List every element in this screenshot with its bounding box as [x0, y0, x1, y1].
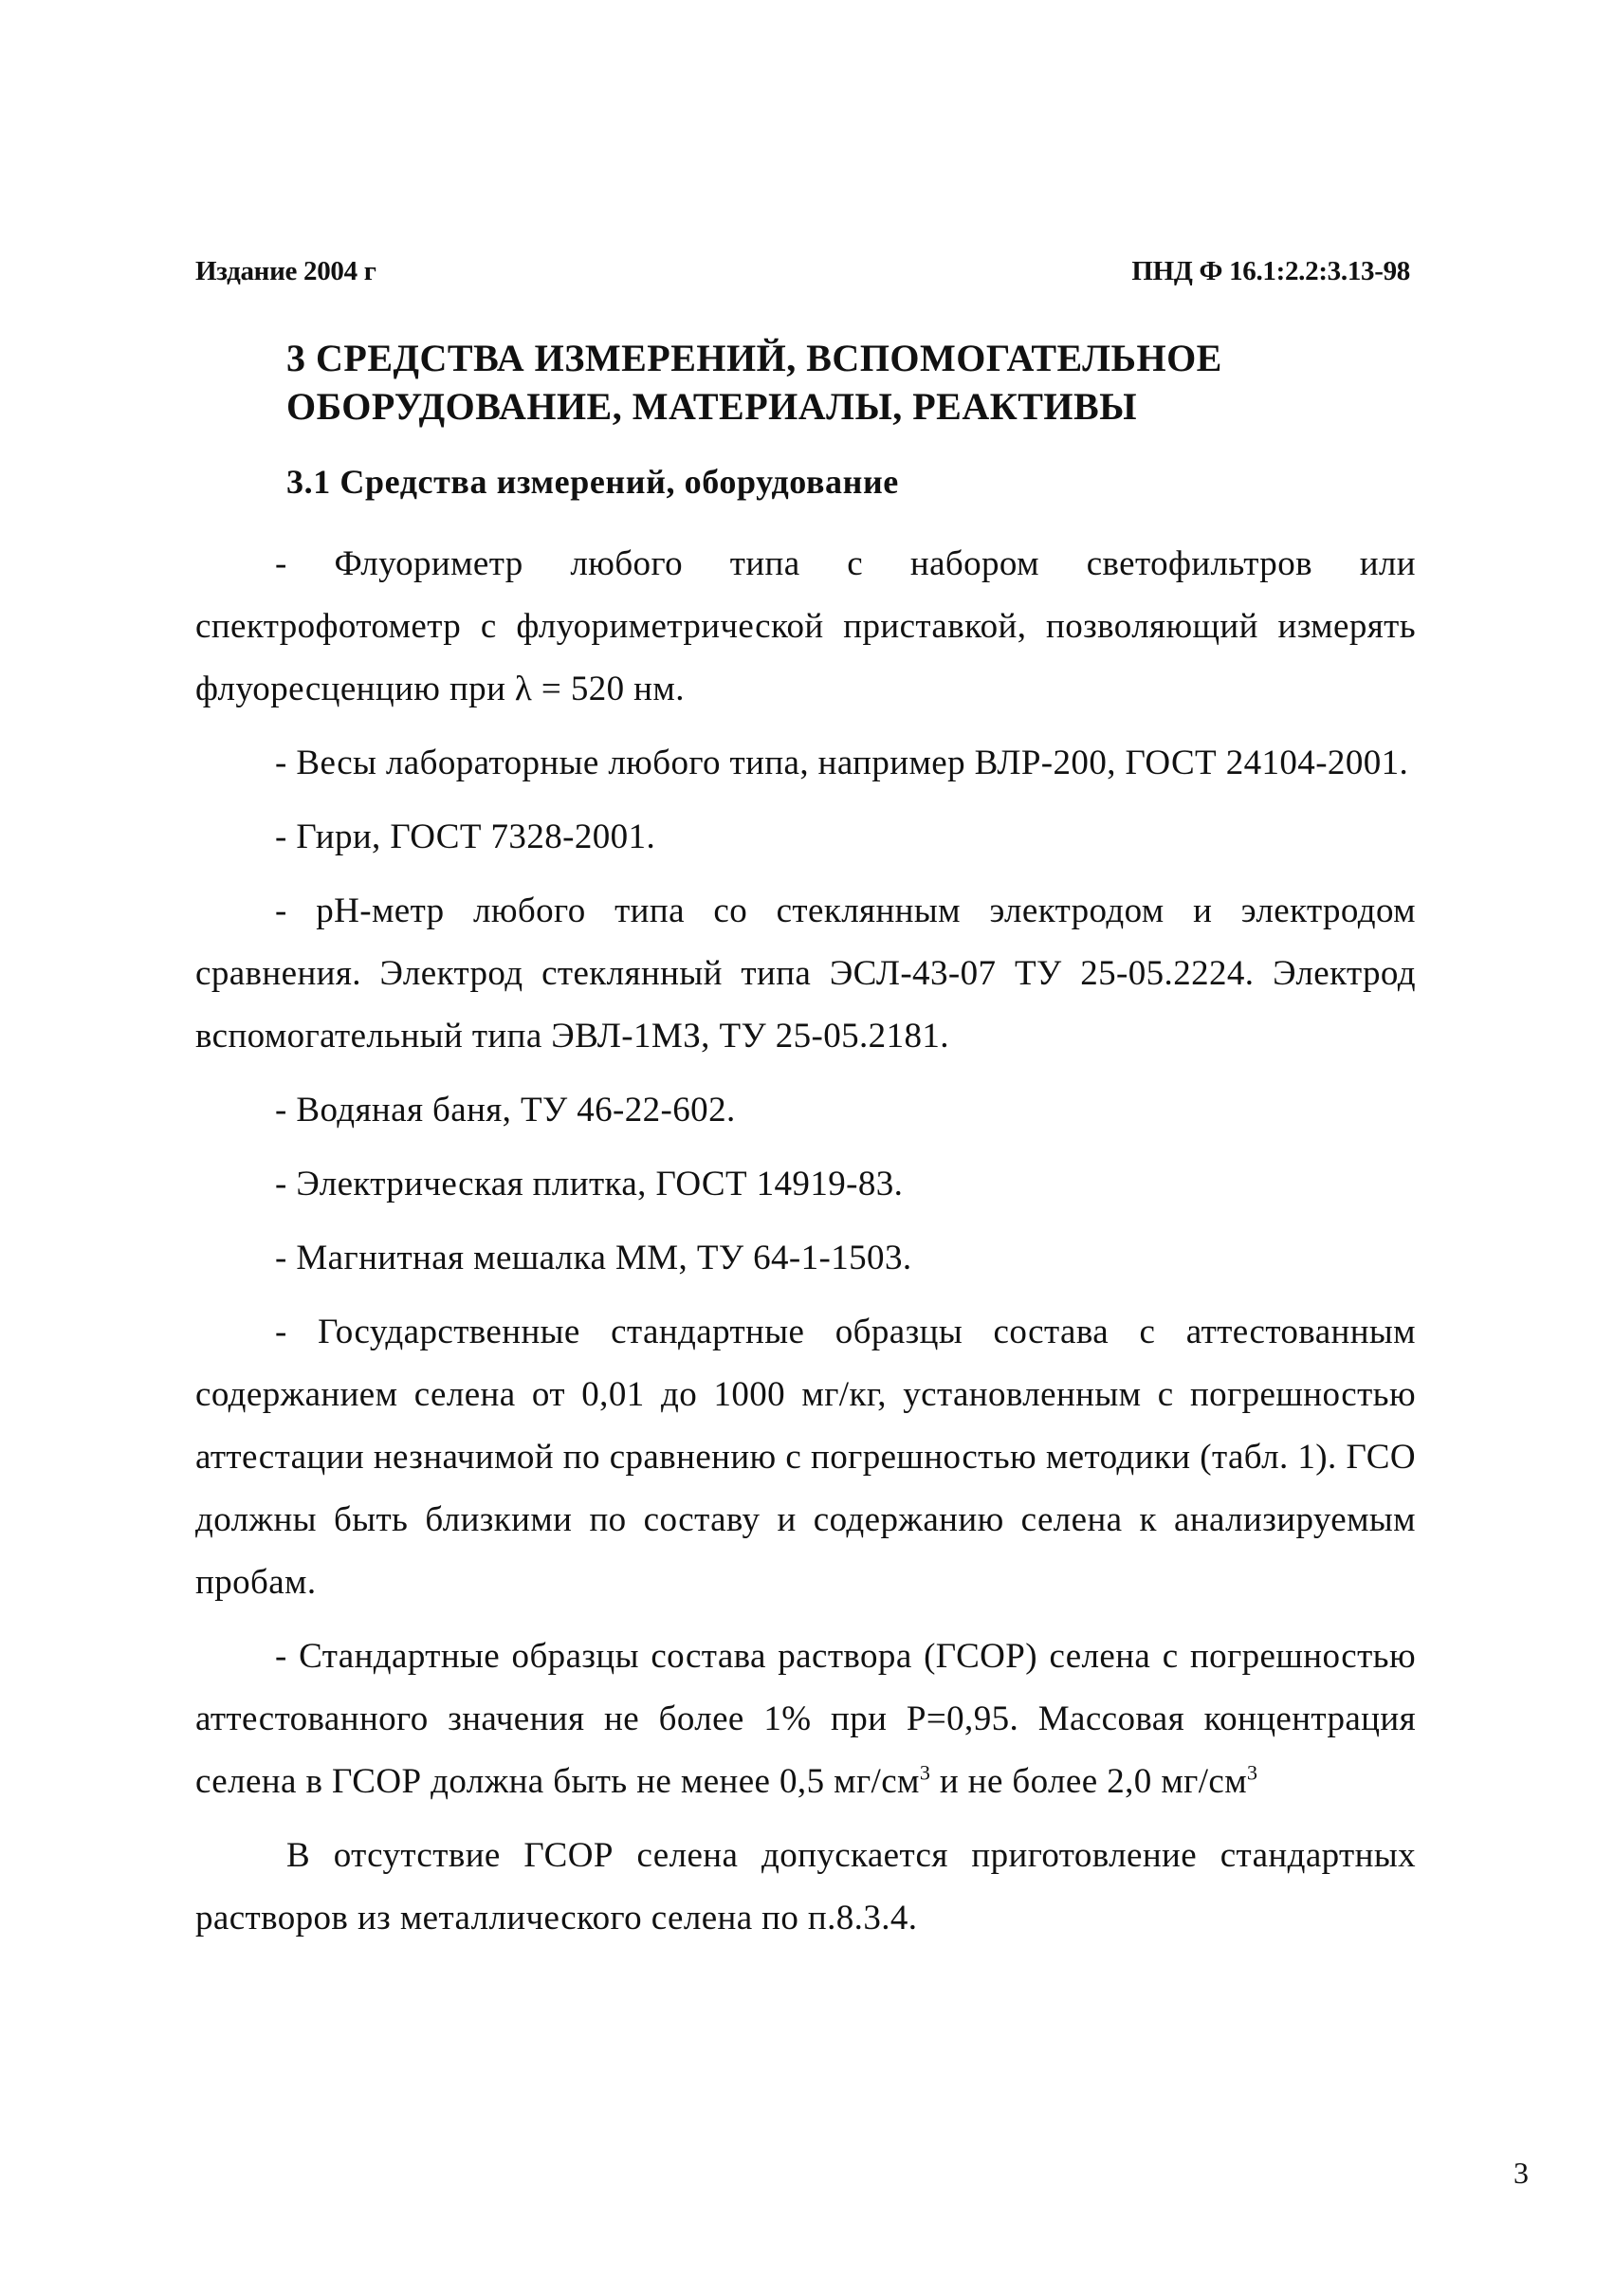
gsor-text-2: и не более 2,0 мг/см: [930, 1762, 1248, 1801]
list-item: - Флуориметр любого типа с набором светофильтров или спектрофотометр с флуориметрической приставкой, позволяющий измерять флуоресценцию при λ = 520 нм.: [195, 544, 1416, 708]
equipment-list: [195, 533, 1416, 1961]
document-code: ПНД Ф 16.1:2.2:3.13-98: [1131, 256, 1410, 286]
gsor-text-1: - Стандартные образцы состава раствора (ГСОР) селена с погрешностью аттестованного значения не более 1% при Р=0,95. Массовая концентрация селена в ГСОР должна быть не менее 0,5 мг/см: [195, 1637, 1416, 1801]
edition-label: Издание 2004 г: [195, 256, 376, 286]
note-paragraph: В отсутствие ГСОР селена допускается приготовление стандартных растворов из металлического селена по п.8.3.4.: [195, 1836, 1416, 1938]
list-item: - Гири, ГОСТ 7328-2001.: [275, 817, 656, 856]
list-item-gsor: [195, 1626, 1416, 1813]
subsection-title: 3.1 Средства измерений, оборудование: [286, 463, 899, 501]
superscript: 3: [919, 1760, 931, 1785]
list-item: - рН-метр любого типа со стеклянным электродом и электродом сравнения. Электрод стеклянный типа ЭСЛ-43-07 ТУ 25-05.2224. Электрод вспомогательный типа ЭВЛ-1МЗ, ТУ 25-05.2181.: [195, 891, 1416, 1056]
list-item: - Государственные стандартные образцы состава с аттестованным содержанием селена от 0,01 до 1000 мг/кг, установленным с погрешностью аттестации незначимой по сравнению с погрешностью методики (табл. 1). ГСО должны быть близкими по составу и содержанию селена к анализируемым пробам.: [195, 1313, 1416, 1602]
list-item: - Водяная баня, ТУ 46-22-602.: [275, 1091, 736, 1130]
list-item: - Электрическая плитка, ГОСТ 14919-83.: [275, 1165, 904, 1203]
list-item: - Магнитная мешалка ММ, ТУ 64-1-1503.: [275, 1239, 912, 1277]
list-item: - Весы лабораторные любого типа, например ВЛР-200, ГОСТ 24104-2001.: [275, 744, 1409, 782]
page-number: 3: [1513, 2156, 1529, 2190]
superscript: 3: [1247, 1760, 1258, 1785]
section-title: 3 СРЕДСТВА ИЗМЕРЕНИЙ, ВСПОМОГАТЕЛЬНОЕ ОБОРУДОВАНИЕ, МАТЕРИАЛЫ, РЕАКТИВЫ: [286, 337, 1222, 428]
